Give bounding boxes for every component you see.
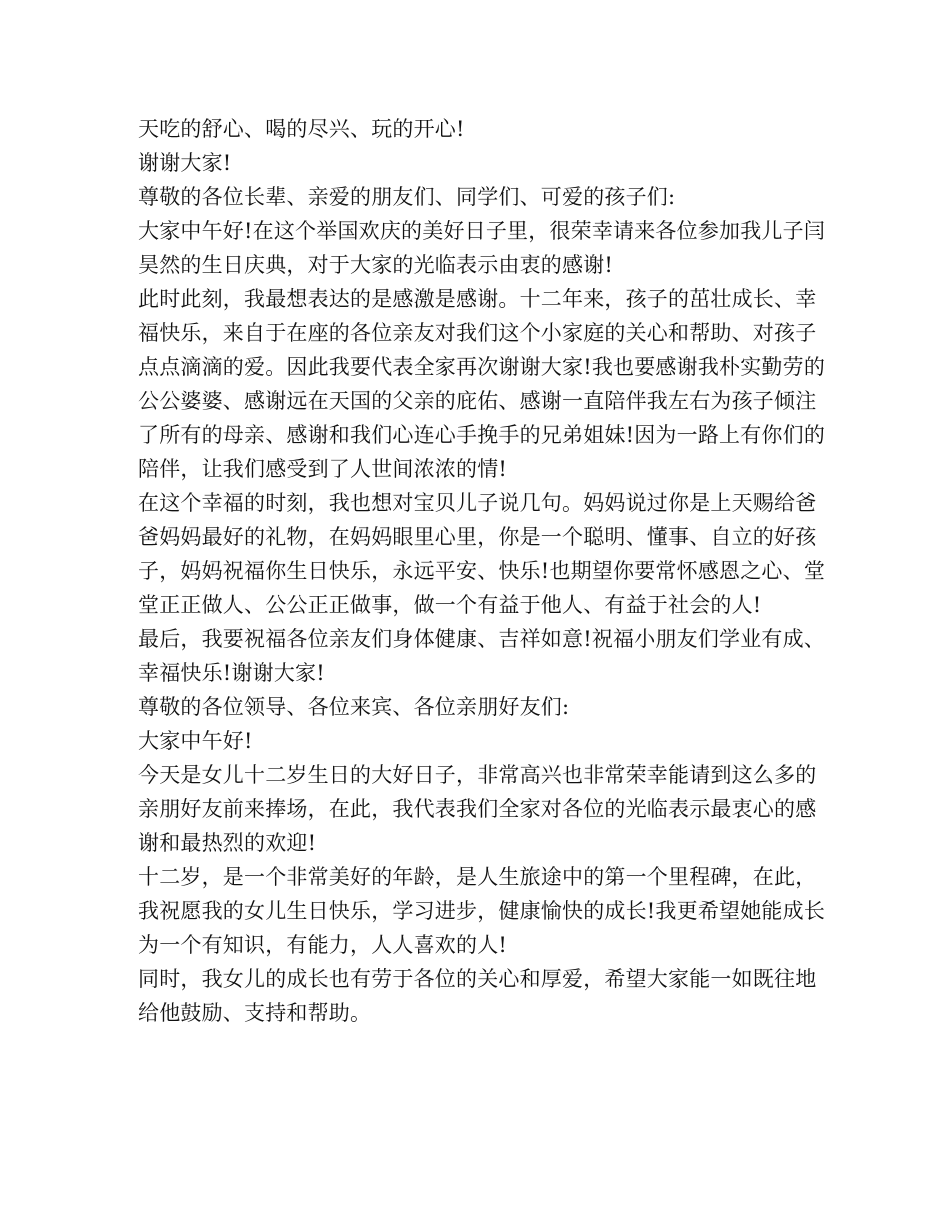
paragraph: 最后，我要祝福各位亲友们身体健康、吉祥如意!祝福小朋友们学业有成、幸福快乐!谢谢大家!: [138, 627, 826, 685]
paragraph: 大家中午好!: [138, 729, 253, 753]
paragraph: 谢谢大家!: [138, 151, 232, 175]
paragraph: 天吃的舒心、喝的尽兴、玩的开心!: [138, 117, 465, 141]
document-body: [138, 112, 828, 1030]
paragraph: 此时此刻，我最想表达的是感激是感谢。十二年来，孩子的茁壮成长、幸福快乐，来自于在座的各位亲友对我们这个小家庭的关心和帮助、对孩子点点滴滴的爱。因此我要代表全家再次谢谢大家!我也要感谢我朴实勤劳的公公婆婆、感谢远在天国的父亲的庇佑、感谢一直陪伴我左右为孩子倾注了所有的母亲、感谢和我们心连心手挽手的兄弟姐妹!因为一路上有你们的陪伴，让我们感受到了人世间浓浓的情!: [138, 287, 826, 481]
paragraph: 在这个幸福的时刻，我也想对宝贝儿子说几句。妈妈说过你是上天赐给爸爸妈妈最好的礼物，在妈妈眼里心里，你是一个聪明、懂事、自立的好孩子，妈妈祝福你生日快乐，永远平安、快乐!也期望你要常怀感恩之心、堂堂正正做人、公公正正做事，做一个有益于他人、有益于社会的人!: [138, 491, 826, 617]
paragraph: 十二岁，是一个非常美好的年龄，是人生旅途中的第一个里程碑，在此，我祝愿我的女儿生日快乐，学习进步，健康愉快的成长!我更希望她能成长为一个有知识，有能力，人人喜欢的人!: [138, 865, 826, 957]
paragraph: 尊敬的各位长辈、亲爱的朋友们、同学们、可爱的孩子们:: [138, 185, 676, 209]
paragraph: 尊敬的各位领导、各位来宾、各位亲朋好友们:: [138, 695, 570, 719]
paragraph: 今天是女儿十二岁生日的大好日子，非常高兴也非常荣幸能请到这么多的亲朋好友前来捧场，在此，我代表我们全家对各位的光临表示最衷心的感谢和最热烈的欢迎!: [138, 763, 817, 855]
paragraph: 大家中午好!在这个举国欢庆的美好日子里，很荣幸请来各位参加我儿子闫昊然的生日庆典，对于大家的光临表示由衷的感谢!: [138, 219, 826, 277]
paragraph: 同时，我女儿的成长也有劳于各位的关心和厚爱，希望大家能一如既往地给他鼓励、支持和帮助。: [138, 967, 817, 1025]
